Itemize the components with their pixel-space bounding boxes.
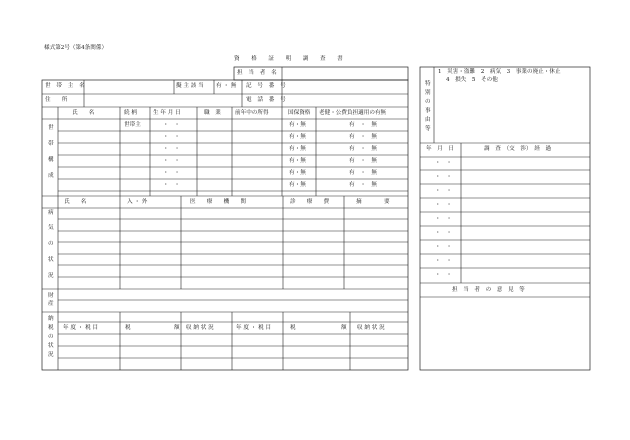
tax-header-tax: 税 [125, 325, 131, 331]
member-kokuho: 有・無 [289, 122, 306, 128]
negotiation-date: ・ ・ [435, 258, 452, 264]
negotiation-date: ・ ・ [435, 244, 452, 250]
page-title: 資 格 証 明 調 査 書 [234, 56, 346, 62]
negotiation-date: ・ ・ [435, 160, 452, 166]
members-header-roken: 老健・公費負担適用の有無 [319, 110, 387, 116]
member-birth: ・ ・ [163, 146, 180, 152]
negotiation-date: ・ ・ [435, 216, 452, 222]
member-birth: ・ ・ [163, 182, 180, 188]
negotiation-date: ・ ・ [435, 202, 452, 208]
illness-header-inout: 入 ・ 外 [127, 199, 148, 205]
tantousha-label: 担 当 者 名 [237, 70, 279, 76]
kigo-label: 記 号 番 号 [246, 83, 288, 89]
jusho-label: 住 所 [45, 97, 68, 103]
member-roken: 有 ・ 無 [349, 182, 377, 188]
setainushi-label: 世 帯 主 名 [45, 83, 87, 89]
illness-header-cost: 診 療 費 [290, 199, 330, 205]
tax-header-status-2: 収 納 状 況 [357, 325, 385, 331]
member-roken: 有 ・ 無 [349, 122, 377, 128]
ryosai-umu: 有 ・ 無 [216, 83, 237, 89]
negotiation-date-header: 年 月 日 [426, 146, 454, 152]
opinion-header: 担 当 者 の 意 見 等 [452, 287, 525, 293]
negotiation-content-header: 調 査 （交 渉） 経 過 [484, 146, 552, 152]
members-header-income: 前年中の所得 [235, 110, 269, 116]
special-reasons-line2: 4 損失 5 その他 [446, 77, 498, 83]
member-kokuho: 有・無 [289, 134, 306, 140]
member-birth: ・ ・ [163, 158, 180, 164]
illness-header-hospital: 医 療 機 関 [190, 199, 246, 205]
negotiation-date: ・ ・ [435, 188, 452, 194]
members-header-birth: 生 年 月 日 [153, 110, 181, 116]
member-kokuho: 有・無 [289, 170, 306, 176]
tax-header-amount: 額 [174, 325, 180, 331]
tax-header-status: 収 納 状 況 [186, 325, 214, 331]
illness-header-name: 氏 名 [64, 199, 87, 205]
members-header-kokuho: 国保資格 [288, 110, 311, 116]
member-roken: 有 ・ 無 [349, 158, 377, 164]
illness-header-notes: 摘 要 [356, 199, 390, 205]
relation-first: 世帯主 [124, 122, 141, 128]
negotiation-date: ・ ・ [435, 230, 452, 236]
member-roken: 有 ・ 無 [349, 170, 377, 176]
tax-header-amount-2: 額 [341, 325, 347, 331]
members-header-job: 職 業 [204, 110, 221, 116]
tax-header-tax-2: 税 [290, 325, 296, 331]
member-roken: 有 ・ 無 [349, 146, 377, 152]
member-kokuho: 有・無 [289, 182, 306, 188]
tax-header-year-2: 年 度 ・ 税 目 [236, 325, 272, 331]
special-reasons-line1: 1 災害・盗難 2 病気 3 事業の廃止・休止 [438, 69, 561, 75]
tax-header-year: 年 度 ・ 税 目 [63, 325, 99, 331]
member-roken: 有 ・ 無 [349, 134, 377, 140]
member-kokuho: 有・無 [289, 146, 306, 152]
member-kokuho: 有・無 [289, 158, 306, 164]
member-birth: ・ ・ [163, 134, 180, 140]
members-header-name: 氏 名 [72, 110, 95, 116]
ryosai-label: 擬 主 該 当 [176, 83, 204, 89]
form-id: 様式第2号（第4条関係） [44, 45, 108, 51]
denwa-label: 電 話 番 号 [246, 97, 288, 103]
members-header-relation: 続 柄 [124, 110, 137, 116]
member-birth: ・ ・ [163, 122, 180, 128]
member-birth: ・ ・ [163, 170, 180, 176]
negotiation-date: ・ ・ [435, 174, 452, 180]
negotiation-date: ・ ・ [435, 272, 452, 278]
